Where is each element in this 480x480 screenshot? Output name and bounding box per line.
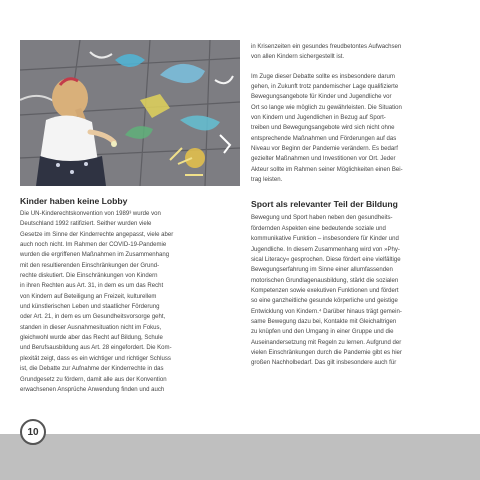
body-paragraph-continued	[251, 42, 465, 63]
text-line: fördernden Aspekten eine bedeutende soziale und	[251, 225, 386, 232]
text-line: gleichwohl wurde aber das Recht auf Bildung, Schule	[20, 335, 163, 342]
text-line: standen in dieser Ausnahmesituation nicht im Fokus,	[20, 324, 162, 331]
text-line: trag leisten.	[251, 177, 283, 184]
text-line: Niveau vor Beginn der Pandemie verändern. Es bedarf	[251, 146, 398, 153]
page-number-badge	[20, 419, 46, 445]
text-line: same Bewegung dazu bei, Kontakte mit Gleichaltrigen	[251, 318, 397, 325]
text-line: von Kindern und Jugendlichen in Bezug auf Sport-	[251, 115, 386, 122]
text-line: Deutschland 1992 ratifiziert. Seither wurden viele	[20, 221, 152, 228]
text-line: ist, die Debatte zur Aufnahme der Kinderrechte in das	[20, 366, 164, 373]
right-column	[251, 42, 465, 369]
text-line: motorischen Grundlagenausbildung, stärkt die sozialen	[251, 277, 399, 284]
page-footer-band	[0, 434, 480, 480]
text-line: so eine ganzheitliche gesunde körperliche und geistige	[251, 298, 398, 305]
text-line: gezielter Maßnahmen und Investitionen vor Ort. Jeder	[251, 156, 396, 163]
text-line: sical Literacy« gesprochen. Diese fördert eine vielfältige	[251, 256, 401, 263]
text-line: plexität zeigt, dass es ein wichtiger und richtiger Schluss	[20, 355, 171, 362]
text-line: wurden die ergriffenen Maßnahmen im Zusammenhang	[20, 252, 170, 259]
text-line: erwachsenen Ansprüche Anwendung finden und auch	[20, 386, 165, 393]
text-line: großen Nachholbedarf. Das gilt insbesondere auch für	[251, 360, 397, 367]
page-number: 10	[27, 426, 39, 438]
text-line: und Berufsausbildung aus Art. 28 eingefordert. Die Kom-	[20, 345, 172, 352]
text-line: treiben und Bewegungsangebote wird sich nicht ohne	[251, 125, 395, 132]
text-line: vielen Einschränkungen durch die Pandemie gibt es hier	[251, 349, 402, 356]
text-line: und künstlerischen Leben und staatlicher Förderung	[20, 304, 160, 311]
text-line: in ihren Rechten aus Art. 31, in dem es um das Recht	[20, 283, 164, 290]
text-line: Ort so lange wie möglich zu gewährleisten. Die Situation	[251, 104, 402, 111]
photo-illustration	[20, 40, 240, 186]
text-line: mit den resultierenden Einschränkungen der Grund-	[20, 262, 160, 269]
text-line: Bewegungserfahrung im Sinne einer allumfassenden	[251, 267, 393, 274]
text-line: Auseinandersetzung mit Regeln zu lernen. Aufgrund der	[251, 339, 402, 346]
text-line: Gesetze im Sinne der Kinderrechte angepasst, viele aber	[20, 231, 174, 238]
body-paragraph	[20, 209, 240, 395]
text-line: Jugendliche. In diesem Zusammenhang wird von »Phy-	[251, 246, 400, 253]
text-line: Die UN-Kinderechtskonvention von 1989³ wurde von	[20, 211, 161, 217]
text-line: auch noch nicht. Im Rahmen der COVID-19-Pandemie	[20, 242, 167, 249]
text-line: Kompetenzen sowie exekutiven Funktionen und fördert	[251, 287, 399, 294]
text-line: Entwicklung von Kindern.⁴ Darüber hinaus trägt gemein-	[251, 308, 402, 315]
photo-child-chalk-drawing	[20, 40, 240, 186]
section-heading: Kinder haben keine Lobby	[20, 196, 128, 206]
body-paragraph	[251, 72, 465, 186]
text-line: kommunikative Funktion – insbesondere für Kinder und	[251, 236, 399, 243]
body-paragraph	[251, 213, 465, 368]
text-line: Bewegungsangebote für Kinder und Jugendliche vor	[251, 94, 392, 101]
text-line: Akteur sollte im Rahmen seiner Möglichkeiten einen Bei-	[251, 166, 403, 173]
left-column	[20, 196, 240, 395]
text-line: von Kindern auf Beteiligung an Freizeit, kulturellem	[20, 293, 157, 300]
text-line: rechte diskutiert. Die Einschränkungen von Kindern	[20, 273, 158, 280]
text-line: entsprechende Maßnahmen und Förderungen auf das	[251, 135, 397, 142]
text-line: Im Zuge dieser Debatte sollte es insbesondere darum	[251, 73, 395, 80]
section-heading: Sport als relevanter Teil der Bildung	[251, 199, 398, 210]
text-line: oder Art. 21, in dem es um Gesundheitsvorsorge geht,	[20, 314, 166, 321]
text-line: in Krisenzeiten ein gesundes freudbetontes Aufwachsen	[251, 44, 402, 50]
text-line: Grundgesetz zu fördern, damit alle aus der Konvention	[20, 376, 167, 383]
text-line: von allen Kindern sichergestellt ist.	[251, 54, 345, 61]
text-line: Bewegung und Sport haben neben den gesundheits-	[251, 215, 393, 222]
text-line: zu knüpfen und den Umgang in einer Gruppe und die	[251, 329, 394, 336]
text-line: gehen, in Zukunft trotz pandemischer Lage qualifizierte	[251, 84, 399, 91]
